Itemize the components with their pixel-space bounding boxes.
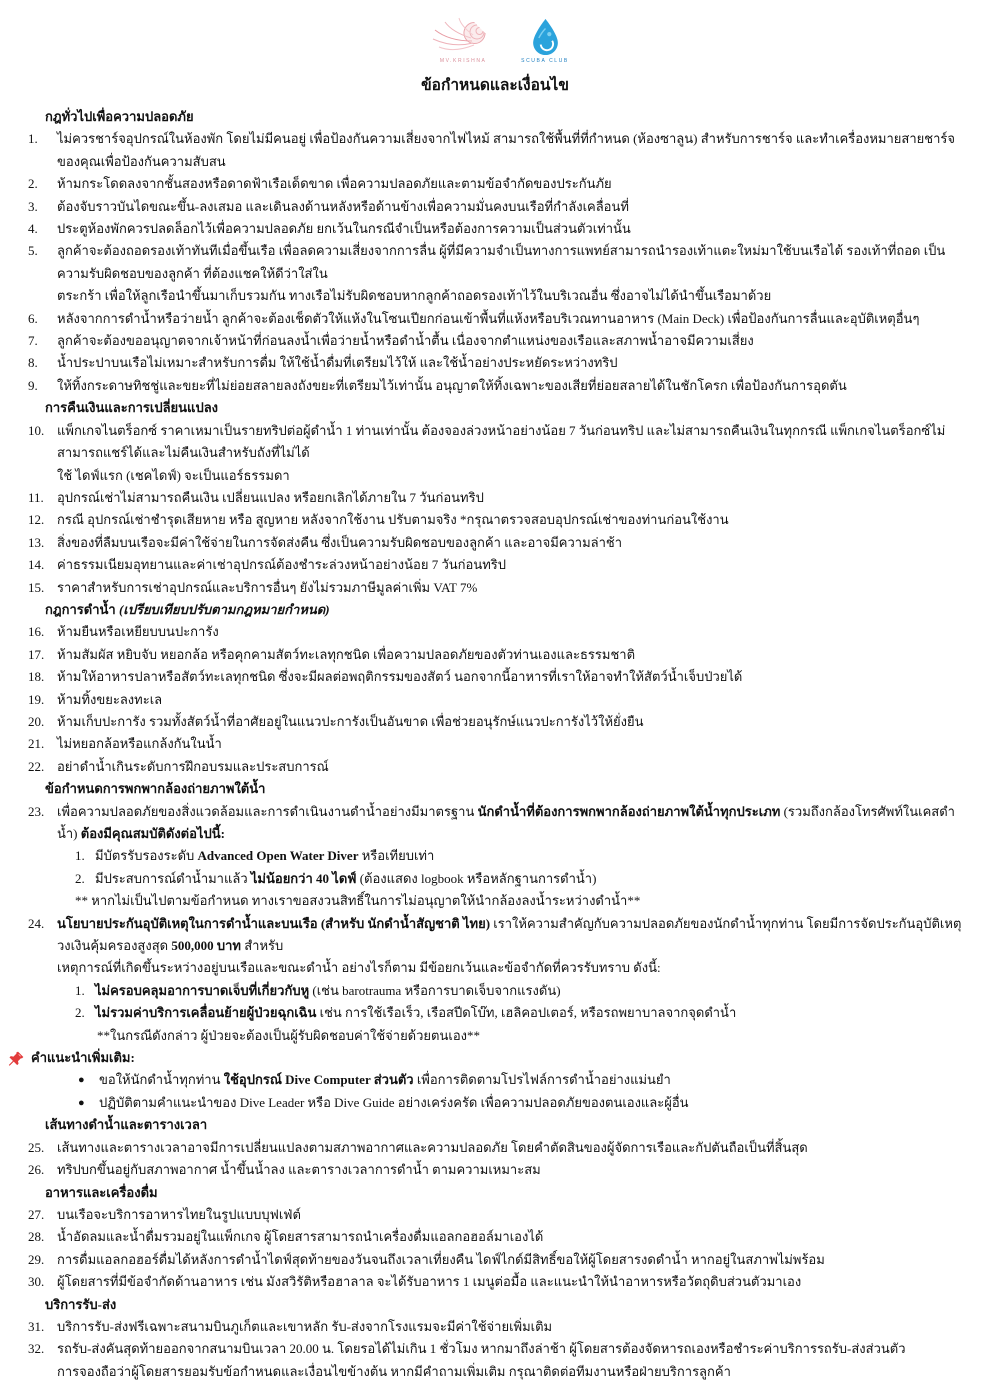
list-item [0,666,982,688]
section-heading [0,106,982,128]
text-segment: อาหารและเครื่องดื่ม [45,1184,158,1200]
line-text [57,378,847,393]
line-text [45,109,194,124]
text-segment: เส้นทางและตารางเวลาอาจมีการเปลี่ยนแปลงตามสภาพอากาศและความปลอดภัย โดยคำตัดสินของผู้จัดการเรือและกัปตันถือเป็นที่สิ้นสุด [57,1139,808,1155]
list-item [0,711,982,733]
text-segment: ตระกร้า เพื่อให้ลูกเรือนำขึ้นมาเก็บรวมกัน ทางเรือไม่รับผิดชอบหากลูกค้าถอดรองเท้าไว้ในบริเวณอื่น ซึ่งอาจไม่ได้นำขึ้นเรือมาด้วย [57,288,772,304]
item-number: 12. [28,512,45,528]
list-item [0,756,982,778]
terms-body [0,106,990,1383]
text-segment: น้ำอัดลมและน้ำดื่มรวมอยู่ในแพ็กเกจ ผู้โดยสารสามารถนำเครื่องดื่มแอลกอฮอล์มาเองได้ [57,1229,544,1245]
text-segment: **ในกรณีดังกล่าว ผู้ป่วยจะต้องเป็นผู้รับผิดชอบค่าใช้จ่ายด้วยตนเอง** [97,1027,480,1043]
note-line [0,1025,982,1047]
text-segment: นโยบายประกันอุบัติเหตุในการดำน้ำและบนเรือ (สำหรับ นักดำน้ำสัญชาติ ไทย) [57,915,491,931]
section-heading [0,599,982,621]
item-number: 26. [28,1162,45,1178]
text-segment: ผู้โดยสารที่มีข้อจำกัดด้านอาหาร เช่น มังสวิรัติหรือฮาลาล จะได้รับอาหาร 1 เมนูต่อมื้อ และแนะนำให้นำอาหารหรือวัตถุดิบส่วนตัวมาเอง [57,1274,802,1290]
text-segment: กฎทั่วไปเพื่อความปลอดภัย [45,109,194,124]
line-text [57,1162,541,1177]
list-item [0,1271,982,1293]
item-number: 1. [75,848,85,864]
text-segment: ราคาสำหรับการเช่าอุปกรณ์และบริการอื่นๆ ยังไม่รวมภาษีมูลค่าเพิ่ม VAT 7% [57,579,478,595]
item-number: 30. [28,1274,45,1290]
item-number: 22. [28,758,45,774]
list-item-continuation [0,957,982,979]
text-segment: รถรับ-ส่งคันสุดท้ายออกจากสนามบินเวลา 20.00 น. โดยรอได้ไม่เกิน 1 ชั่วโมง หากมาถึงล่าช้า ผู้โดยสารต้องจัดหารถเองหรือชำระค่าบริการรถรับ-ส่งส่วนตัว [57,1341,906,1357]
text-segment: Advanced Open Water Diver [197,848,359,864]
text-segment: ใช้อุปกรณ์ Dive Computer ส่วนตัว [223,1072,414,1088]
text-segment: การจองถือว่าผู้โดยสารยอมรับข้อกำหนดและเงื่อนไขข้างต้น หากมีคำถามเพิ่มเติม กรุณาติดต่อทีมงานหรือฝ่ายบริการลูกค้า [57,1363,731,1379]
bullet-icon: ● [78,1096,85,1109]
text-segment: ขอให้นักดำน้ำทุกท่าน [99,1072,224,1088]
item-number: 2. [28,176,38,192]
text-segment: มีประสบการณ์ดำน้ำมาแล้ว [95,870,251,886]
text-segment: ประตูห้องพักควรปลดล็อกไว้เพื่อความปลอดภัย ยกเว้นในกรณีจำเป็นหรือต้องการความเป็นส่วนตัวเท่านั้น [57,221,631,237]
pin-heading [0,1047,982,1069]
list-item [0,733,982,755]
text-segment: ต้องมีคุณสมบัติดังต่อไปนี้: [80,826,225,841]
item-number: 27. [28,1206,45,1222]
text-segment: เช่น การใช้เรือเร็ว, เรือสปีดโบ๊ท, เฮลิคอปเตอร์, หรือรถพยาบาลจากจุดดำน้ำ [316,1005,737,1021]
line-text [57,1341,906,1356]
text-segment: ไม่ครอบคลุมอาการบาดเจ็บที่เกี่ยวกับหู [95,982,310,998]
text-segment: ลูกค้าจะต้องถอดรองเท้าทันทีเมื่อขึ้นเรือ เพื่อลดความเสี่ยงจากการลื่น ผู้ที่มีความจำเป็นทางการแพทย์สามารถนำรองเท้าแตะใหม่มาใช้บนเรือได้ รองเท้าที่ถอด เป็นความรับผิดชอบของลูกค้า ที่ต้องแชคให้ดีว่าใส่ใน [57,243,946,281]
closing-note [0,1361,982,1383]
text-segment: เพื่อการติดตามโปรไฟล์การดำน้ำอย่างแม่นยำ [413,1072,671,1088]
line-text [57,759,329,774]
line-text [95,848,434,863]
item-number: 8. [28,355,38,371]
text-segment: เราให้ความสำคัญกับความปลอดภัยของนักดำน้ำทุกท่าน โดยมีการจัดประกันอุบัติเหตุวงเงินคุ้มครองสูงสุด [57,915,962,954]
line-text [57,1207,301,1222]
text-segment: แพ็กเกจไนตร็อกซ์ ราคาเหมาเป็นรายทริปต่อผู้ดำน้ำ 1 ท่านเท่านั้น ต้องจองล่วงหน้าอย่างน้อย 7 วันก่อนทริป และไม่สามารถคืนเงินในทุกกรณี แพ็กเกจไนตร็อกซ์ไม่สามารถแชร์ได้และไม่คืนเงินสำหรับถังที่ไม่ได้ [57,422,946,461]
item-number: 17. [28,646,45,662]
list-item [0,352,982,374]
list-item [0,577,982,599]
line-text [45,1117,207,1132]
item-number: 5. [28,243,38,259]
list-item-continuation [0,285,982,307]
item-number: 2. [75,1005,85,1021]
line-text [57,1229,543,1244]
line-text [95,983,561,998]
text-segment: ต้องจับราวบันไดขณะขึ้น-ลงเสมอ และเดินลงด้านหลังหรือด้านข้างเพื่อความมั่นคงบนเรือที่กำลังเคลื่อนที่ [57,198,629,214]
item-number: 23. [28,803,45,819]
text-segment: ค่าธรรมเนียมอุทยานและค่าเช่าอุปกรณ์ต้องชำระล่วงหน้าอย่างน้อย 7 วันก่อนทริป [57,557,507,573]
line-text [95,1005,736,1020]
list-item [0,554,982,576]
text-segment: ลูกค้าจะต้องขออนุญาตจากเจ้าหน้าที่ก่อนลงน้ำเพื่อว่ายน้ำหรือดำน้ำตื้น เนื่องจากตำแหน่งของเรือและสภาพน้ำอาจมีความเสี่ยง [57,333,754,349]
line-text [57,647,635,662]
line-text [31,1050,135,1065]
nautilus-wave-icon [421,14,505,56]
list-item [0,420,982,465]
list-item [0,218,982,240]
line-text [45,1297,116,1312]
line-text [57,1319,552,1334]
line-text [57,1364,731,1379]
text-segment: สิ่งของที่ลืมบนเรือจะมีค่าใช้จ่ายในการจัดส่งคืน ซึ่งเป็นความรับผิดชอบของลูกค้า และอาจมีความล่าช้า [57,534,623,550]
line-text [57,333,754,348]
list-item [0,509,982,531]
text-segment: นักดำน้ำที่ต้องการพกพากล้องถ่ายภาพใต้น้ำทุกประเภท [477,803,781,819]
line-text [57,221,631,236]
text-segment: ไม่น้อยกว่า 40 ไดฟ์ [250,870,357,886]
list-item [0,1159,982,1181]
item-number: 7. [28,333,38,349]
water-drop-icon [530,18,561,56]
item-number: 11. [28,489,44,505]
section-heading [0,1182,982,1204]
text-segment: น้ำประปาบนเรือไม่เหมาะสำหรับการดื่ม ให้ใช้น้ำดื่มที่เตรียมไว้ให้ และใช้น้ำอย่างประหยัดระหว่างทริป [57,355,618,371]
line-text [57,557,506,572]
list-item [0,487,982,509]
text-segment: ข้อกำหนดการพกพากล้องถ่ายภาพใต้น้ำ [45,781,266,797]
text-segment: ห้ามทิ้งขยะลงทะเล [57,691,163,707]
list-item [0,1204,982,1226]
list-item [0,173,982,195]
pushpin-icon [8,1051,24,1067]
item-number: 24. [28,915,45,931]
bullet-item [0,1069,982,1091]
sub-list-item [0,1002,982,1024]
text-segment: เพื่อความปลอดภัยของสิ่งแวดล้อมและการดำเนินงานดำน้ำอย่างมีมาตรฐาน [57,803,478,819]
item-number: 16. [28,624,45,640]
text-segment: ไม่หยอกล้อหรือแกล้งกันในน้ำ [57,736,222,752]
line-text [99,1072,671,1087]
line-text [99,1095,689,1110]
item-number: 29. [28,1251,45,1267]
text-segment: เหตุการณ์ที่เกิดขึ้นระหว่างอยู่บนเรือและขณะดำน้ำ อย่างไรก็ตาม มีข้อยกเว้นและข้อจำกัดที่ควรรับทราบ ดังนี้: [57,960,661,976]
list-item [0,532,982,554]
mv-krishna-caption: MV.KRISHNA [439,58,487,64]
list-item [0,128,982,173]
text-segment: อุปกรณ์เช่าไม่สามารถคืนเงิน เปลี่ยนแปลง หรือยกเลิกได้ภายใน 7 วันก่อนทริป [57,489,484,505]
item-number: 13. [28,534,45,550]
list-item [0,1338,982,1360]
line-text [57,916,961,953]
item-number: 15. [28,579,45,595]
list-item [0,1137,982,1159]
text-segment: ทริปบกขึ้นอยู่กับสภาพอากาศ น้ำขึ้นน้ำลง และตารางเวลาการดำน้ำ ตามความเหมาะสม [57,1162,541,1178]
line-text [57,355,618,370]
mv-krishna-logo [421,14,505,64]
text-segment: สำหรับ [240,938,284,954]
text-segment: บริการรับ-ส่ง [45,1296,117,1312]
text-segment: ไม่ควรชาร์จอุปกรณ์ในห้องพัก โดยไม่มีคนอยู่ เพื่อป้องกันความเสี่ยงจากไฟไหม้ สามารถใช้พื้นที่ที่กำหนด (ห้องซาลูน) สำหรับการชาร์จ และทำเครื่องหมายสายชาร์จของคุณเพื่อป้องกันความสับสน [57,131,955,169]
line-text [57,960,661,975]
list-item-continuation [0,465,982,487]
line-text [57,243,945,280]
text-segment: กฎการดำน้ำ [45,601,119,617]
list-item [0,621,982,643]
page-title: ข้อกำหนดและเงื่อนไข [421,77,569,94]
item-number: 2. [75,870,85,886]
text-segment: ห้ามให้อาหารปลาหรือสัตว์ทะเลทุกชนิด ซึ่งจะมีผลต่อพฤติกรรมของสัตว์ นอกจากนี้อาหารที่เราให้อาจทำให้สัตว์น้ำเจ็บป่วยได้ [57,669,743,685]
line-text [57,669,742,684]
line-text [75,893,640,908]
item-number: 19. [28,691,45,707]
text-segment: เส้นทางดำน้ำและตารางเวลา [45,1117,208,1133]
list-item [0,240,982,285]
line-text [57,1140,808,1155]
item-number: 10. [28,422,45,438]
line-text [45,1185,158,1200]
text-segment: หรือเทียบเท่า [358,848,435,864]
line-text [57,1274,801,1289]
text-segment: ปฏิบัติตามคำแนะนำของ Dive Leader หรือ Dive Guide อย่างเคร่งครัด เพื่อความปลอดภัยของตนเองและผู้อื่น [99,1094,689,1110]
line-text [97,1028,480,1043]
scuba-club-caption: SCUBA CLUB [521,58,569,64]
text-segment: ใช้ ไดฟ์แรก (เชคไดฟ์) จะเป็นแอร์ธรรมดา [57,467,290,483]
text-segment: ห้ามสัมผัส หยิบจับ หยอกล้อ หรือคุกคามสัตว์ทะเลทุกชนิด เพื่อความปลอดภัยของตัวท่านเองและธรรมชาติ [57,646,636,662]
text-segment: มีบัตรรับรองระดับ [95,848,198,864]
list-item [0,801,982,846]
item-number: 6. [28,310,38,326]
item-number: 18. [28,669,45,685]
line-text [57,624,219,639]
note-line [0,890,982,912]
item-number: 20. [28,713,45,729]
line-text [45,602,330,617]
text-segment: ** หากไม่เป็นไปตามข้อกำหนด ทางเราขอสงวนสิทธิ์ในการไม่อนุญาตให้นำกล้องลงน้ำระหว่างดำน้ำ** [75,893,641,909]
line-text [45,781,265,796]
item-number: 4. [28,221,38,237]
item-number: 1. [75,982,85,998]
bullet-icon: ● [78,1074,85,1087]
bullet-item [0,1092,982,1114]
text-segment: (เปรียบเทียบปรับตามกฎหมายกำหนด) [118,601,330,617]
item-number: 31. [28,1318,45,1334]
section-heading [0,778,982,800]
scuba-club-logo [521,18,569,64]
item-number: 21. [28,736,45,752]
item-number: 9. [28,377,38,393]
line-text [57,288,771,303]
line-text [57,714,644,729]
line-text [57,1252,825,1267]
line-text [57,804,955,841]
text-segment: บนเรือจะบริการอาหารไทยในรูปแบบบุฟเฟ่ต์ [57,1206,301,1222]
line-text [57,490,484,505]
list-item [0,1316,982,1338]
item-number: 25. [28,1139,45,1155]
text-segment: (รวมถึงกล้องโทรศัพท์ในเคสดำน้ำ) [57,803,955,841]
line-text [57,736,222,751]
text-segment: อย่าดำน้ำเกินระดับการฝึกอบรมและประสบการณ์ [57,758,329,774]
text-segment: หลังจากการดำน้ำหรือว่ายน้ำ ลูกค้าจะต้องเช็ดตัวให้แห้งในโซนเปียกก่อนเข้าพื้นที่แห้งหรือบริเวณทานอาหาร (Main Deck) เพื่อป้องกันการลื่นและอุบัติเหตุอื่นๆ [57,310,920,326]
text-segment: คำแนะนำเพิ่มเติม: [31,1050,135,1066]
text-segment: ห้ามยืนหรือเหยียบบนปะการัง [57,624,219,640]
line-text [95,871,596,886]
item-number: 14. [28,557,45,573]
text-segment: ห้ามกระโดดลงจากชั้นสองหรือดาดฟ้าเรือเด็ดขาด เพื่อความปลอดภัยและตามข้อจำกัดของประกันภัย [57,176,612,192]
text-segment: (เช่น barotrauma หรือการบาดเจ็บจากแรงดัน) [309,982,561,998]
section-heading [0,397,982,419]
line-text [57,176,612,191]
line-text [57,199,629,214]
header-logos [0,10,990,64]
item-number: 32. [28,1341,45,1357]
text-segment: การคืนเงินและการเปลี่ยนแปลง [45,400,219,416]
list-item [0,375,982,397]
item-number: 3. [28,198,38,214]
list-item [0,330,982,352]
text-segment: ให้ทิ้งกระดาษทิชชู่และขยะที่ไม่ย่อยสลายลงถังขยะที่เตรียมไว้เท่านั้น อนุญาตให้ทิ้งเฉพาะของเสียที่ย่อยสลายได้ในชักโครก เพื่อป้องกันการอุดตัน [57,377,847,393]
item-number: 28. [28,1229,45,1245]
line-text [57,423,945,460]
text-segment: 500,000 บาท [171,938,241,954]
line-text [57,580,477,595]
line-text [57,512,729,527]
sub-list-item [0,868,982,890]
text-segment: (ต้องแสดง logbook หรือหลักฐานการดำน้ำ) [356,870,597,886]
section-heading [0,1294,982,1316]
text-segment: การดื่มแอลกอฮอร์ดื่มได้หลังการดำน้ำไดฟ์สุดท้ายของวันจนถึงเวลาเที่ยงคืน ไดฟ์ไกด์มีสิทธิ์ขอให้ผู้โดยสารงดดำน้ำ หากอยู่ในสภาพไม่พร้อม [57,1251,825,1267]
item-number: 1. [28,131,38,147]
text-segment: กรณี อุปกรณ์เช่าชำรุดเสียหาย หรือ สูญหาย หลังจากใช้งาน ปรับตามจริง *กรุณาตรวจสอบอุปกรณ์เช่าของท่านก่อนใช้งาน [57,512,729,528]
line-text [57,311,919,326]
list-item [0,308,982,330]
text-segment: บริการรับ-ส่งฟรีเฉพาะสนามบินภูเก็ตและเขาหลัก รับ-ส่งจากโรงแรมจะมีค่าใช้จ่ายเพิ่มเติม [57,1318,553,1334]
line-text [57,535,622,550]
list-item [0,644,982,666]
section-heading [0,1114,982,1136]
text-segment: ไม่รวมค่าบริการเคลื่อนย้ายผู้ป่วยฉุกเฉิน [95,1005,317,1021]
line-text [57,692,162,707]
line-text [57,131,955,168]
line-text [45,400,218,415]
sub-list-item [0,980,982,1002]
list-item [0,913,982,958]
list-item [0,1249,982,1271]
line-text [57,468,290,483]
list-item [0,196,982,218]
text-segment: ห้ามเก็บปะการัง รวมทั้งสัตว์น้ำที่อาศัยอยู่ในแนวปะการังเป็นอันขาด เพื่อช่วยอนุรักษ์แนวปะการังไว้ให้ยั่งยืน [57,713,644,729]
list-item [0,689,982,711]
sub-list-item [0,845,982,867]
list-item [0,1226,982,1248]
